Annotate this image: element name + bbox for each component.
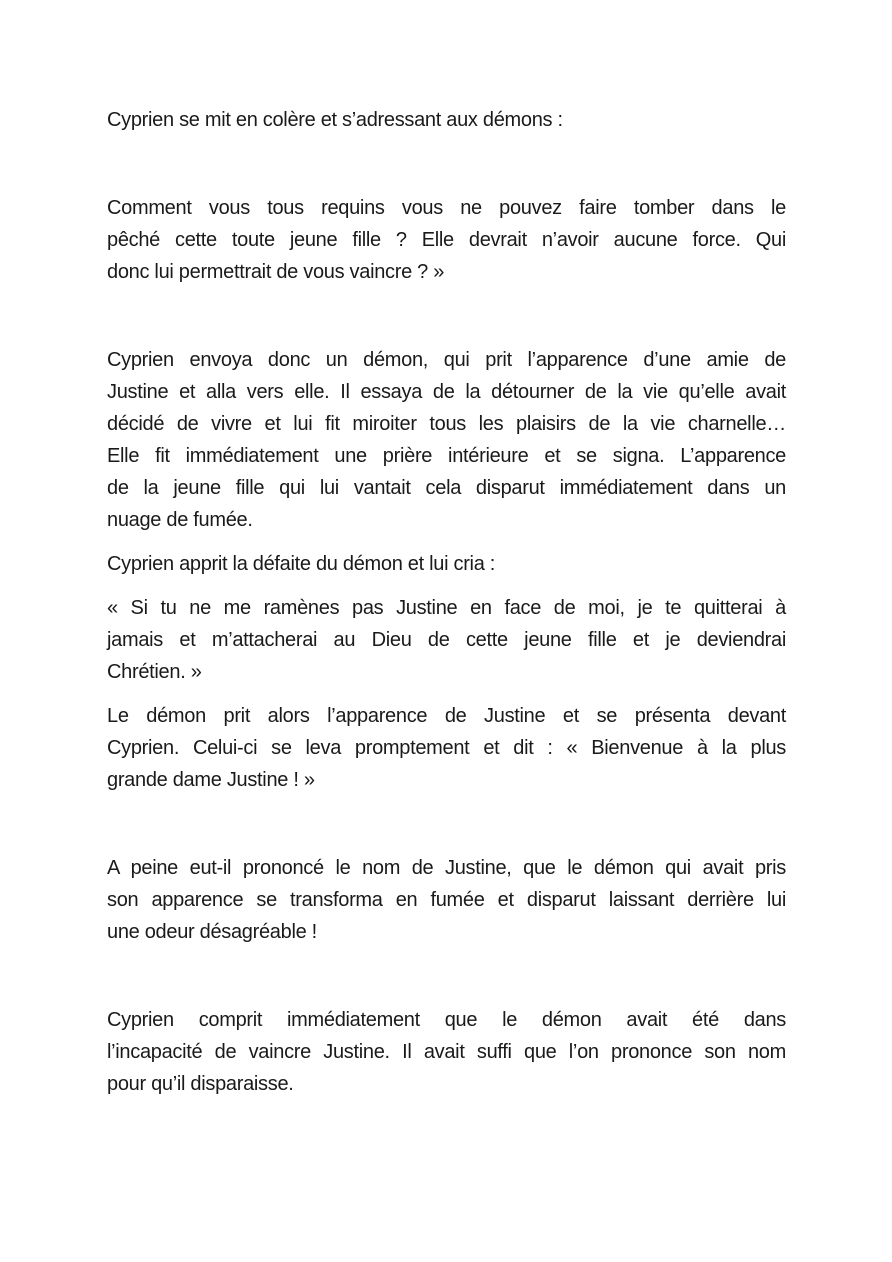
text-line: Justine et alla vers elle. Il essaya de la détourner de la vie qu’elle avait [107, 381, 786, 403]
paragraph [107, 548, 786, 580]
text-line: donc lui permettrait de vous vaincre ? » [107, 261, 445, 283]
text-line: une odeur désagréable ! [107, 921, 317, 943]
paragraph [107, 1004, 786, 1100]
text-line: grande dame Justine ! » [107, 769, 315, 791]
text-line: « Si tu ne me ramènes pas Justine en face de moi, je te quitterai à [107, 597, 786, 619]
text-line: son apparence se transforma en fumée et disparut laissant derrière lui [107, 889, 786, 911]
text-line: Comment vous tous requins vous ne pouvez faire tomber dans le [107, 197, 786, 219]
text-line: nuage de fumée. [107, 509, 253, 531]
text-line: Cyprien. Celui-ci se leva promptement et dit : « Bienvenue à la plus [107, 737, 786, 759]
text-line: de la jeune fille qui lui vantait cela disparut immédiatement dans un [107, 477, 786, 499]
paragraph [107, 192, 786, 288]
text-line: Cyprien apprit la défaite du démon et lui cria : [107, 553, 496, 575]
document-body [107, 104, 786, 1112]
text-line: jamais et m’attacherai au Dieu de cette jeune fille et je deviendrai [107, 629, 786, 651]
text-line: Cyprien comprit immédiatement que le démon avait été dans [107, 1009, 786, 1031]
empty-paragraph [107, 960, 786, 992]
text-line: pour qu’il disparaisse. [107, 1073, 294, 1095]
text-line: Le démon prit alors l’apparence de Justine et se présenta devant [107, 705, 786, 727]
text-line: l’incapacité de vaincre Justine. Il avait suffi que l’on prononce son nom [107, 1041, 786, 1063]
paragraph [107, 852, 786, 948]
text-line: Elle fit immédiatement une prière intérieure et se signa. L’apparence [107, 445, 786, 467]
text-line: Cyprien se mit en colère et s’adressant aux démons : [107, 109, 563, 131]
text-line: Cyprien envoya donc un démon, qui prit l’apparence d’une amie de [107, 349, 786, 371]
text-line: pêché cette toute jeune fille ? Elle devrait n’avoir aucune force. Qui [107, 229, 786, 251]
text-line: décidé de vivre et lui fit miroiter tous les plaisirs de la vie charnelle… [107, 413, 786, 435]
paragraph [107, 104, 786, 136]
empty-paragraph [107, 300, 786, 332]
empty-paragraph [107, 808, 786, 840]
paragraph [107, 592, 786, 688]
paragraph [107, 344, 786, 536]
text-line: Chrétien. » [107, 661, 202, 683]
empty-paragraph [107, 148, 786, 180]
text-line: A peine eut-il prononcé le nom de Justine, que le démon qui avait pris [107, 857, 786, 879]
paragraph [107, 700, 786, 796]
